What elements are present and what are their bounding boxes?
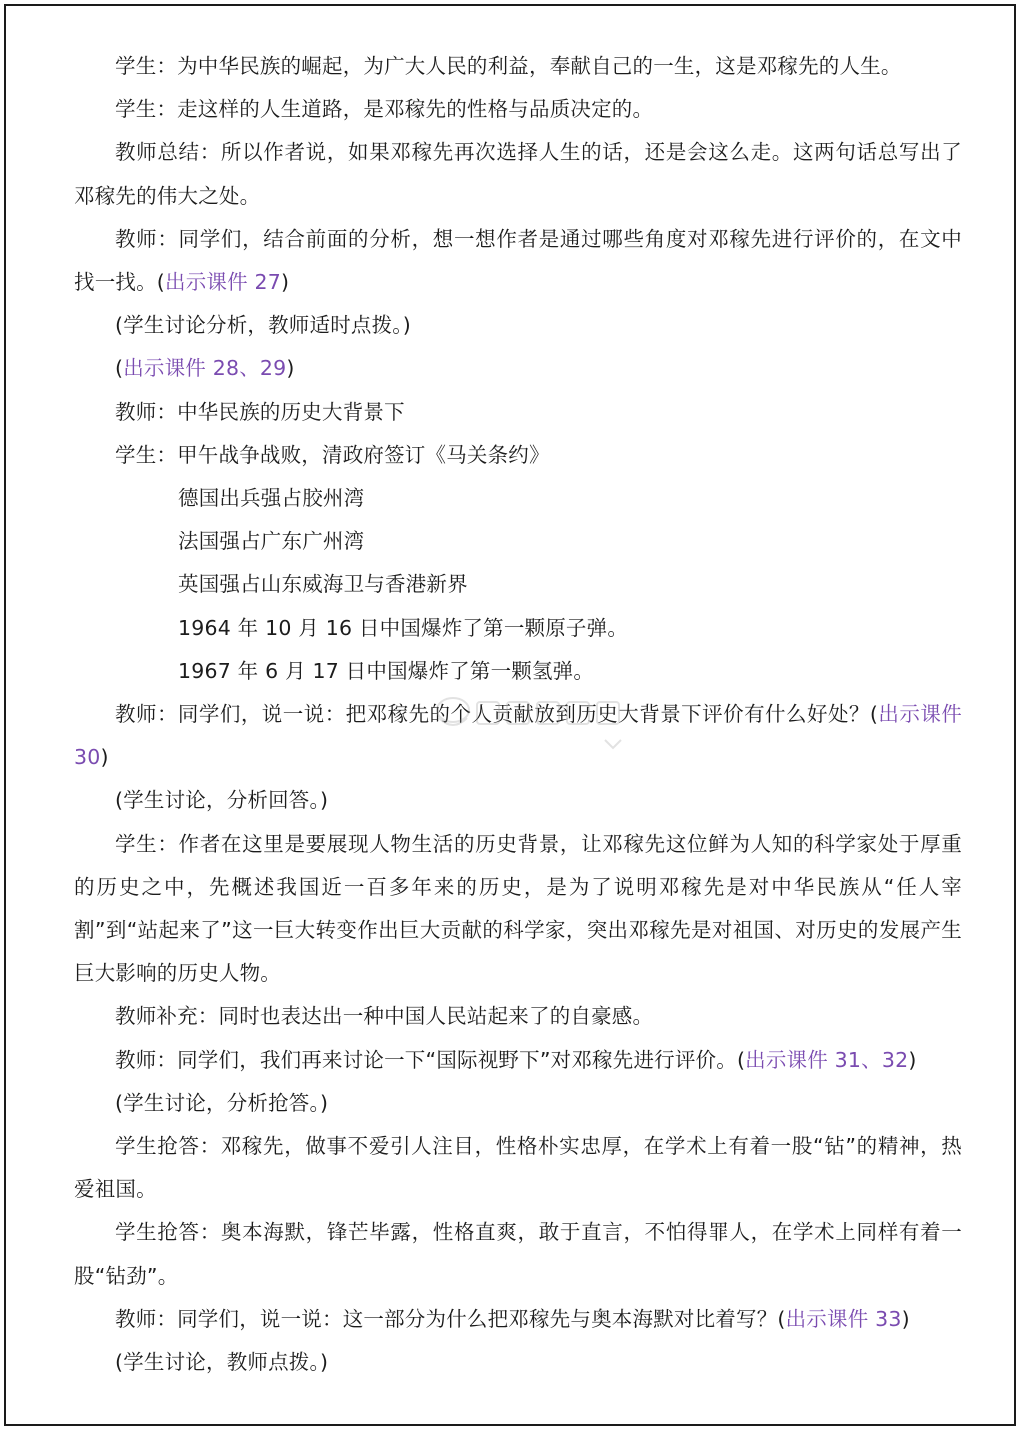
- paragraph: [74, 779, 962, 822]
- paragraph-text: ): [281, 270, 290, 295]
- paragraph-text: 教师：同学们，说一说：把邓稼先的个人贡献放到历史大背景下评价有什么好处？(: [115, 702, 879, 727]
- paragraph-text: 教师总结：所以作者说，如果邓稼先再次选择人生的话，还是会这么走。这两句话总写出了邓稼先的伟大之处。: [74, 140, 962, 208]
- paragraph-text: (学生讨论分析，教师适时点拨。): [115, 313, 411, 338]
- paragraph-text: 学生抢答：奥本海默，锋芒毕露，性格直爽，敢于直言，不怕得罪人，在学术上同样有着一股“钻劲”。: [74, 1220, 962, 1288]
- paragraph: [74, 650, 962, 693]
- paragraph: [74, 45, 962, 88]
- slide-reference: 出示课件 28、29: [123, 356, 287, 381]
- paragraph: [74, 477, 962, 520]
- paragraph-text: 学生抢答：邓稼先，做事不爱引人注目，性格朴实忠厚，在学术上有着一股“钻”的精神，热爱祖国。: [74, 1134, 962, 1202]
- paragraph-text: (学生讨论，分析抢答。): [115, 1090, 329, 1115]
- paragraph: [74, 1039, 962, 1082]
- paragraph-text: 法国强占广东广州湾: [178, 529, 365, 554]
- paragraph-text: 学生：作者在这里是要展现人物生活的历史背景，让邓稼先这位鲜为人知的科学家处于厚重的历史之中，先概述我国近一百多年来的历史，是为了说明邓稼先是对中华民族从“任人宰割”到“站起来了”这一巨大转变作出巨大贡献的科学家，突出邓稼先是对祖国、对历史的发展产生巨大影响的历史人物。: [74, 831, 962, 986]
- paragraph-text: 德国出兵强占胶州湾: [178, 486, 365, 511]
- paragraph: [74, 434, 962, 477]
- paragraph: [74, 131, 962, 217]
- paragraph-text: 学生：甲午战争战败，清政府签订《马关条约》: [115, 442, 550, 467]
- paragraph-text: 教师：同学们，说一说：这一部分为什么把邓稼先与奥本海默对比着写？(: [115, 1306, 786, 1331]
- paragraph-text: ): [901, 1306, 910, 1331]
- slide-reference: 出示课件 31、32: [745, 1047, 909, 1072]
- paragraph: [74, 1125, 962, 1211]
- slide-reference: 出示课件 30: [74, 702, 962, 770]
- paragraph-text: 英国强占山东威海卫与香港新界: [178, 572, 468, 597]
- paragraph-text: 教师补充：同时也表达出一种中国人民站起来了的自豪感。: [115, 1004, 654, 1029]
- paragraph-text: 学生：走这样的人生道路，是邓稼先的性格与品质决定的。: [115, 97, 654, 122]
- paragraph-text: 学生：为中华民族的崛起，为广大人民的利益，奉献自己的一生，这是邓稼先的人生。: [115, 54, 902, 78]
- paragraph: [74, 347, 962, 390]
- document-page: [4, 4, 1016, 1426]
- paragraph: [74, 1082, 962, 1125]
- paragraph-text: 1964 年 10 月 16 日中国爆炸了第一颗原子弹。: [178, 615, 629, 640]
- slide-reference: 出示课件 27: [165, 270, 282, 295]
- paragraph-text: 教师：同学们，结合前面的分析，想一想作者是通过哪些角度对邓稼先进行评价的，在文中找一找。(: [74, 226, 962, 295]
- paragraph: [74, 563, 962, 606]
- slide-reference: 出示课件 33: [785, 1306, 902, 1331]
- paragraph: [74, 304, 962, 347]
- paragraph-text: 教师：中华民族的历史大背景下: [115, 399, 405, 424]
- paragraph: [74, 995, 962, 1038]
- paragraph: [74, 693, 962, 779]
- paragraph: [74, 88, 962, 131]
- paragraph-text: (: [115, 356, 124, 381]
- paragraph-text: ): [100, 745, 109, 770]
- paragraph-text: ): [908, 1047, 917, 1072]
- paragraph-text: ): [286, 356, 295, 381]
- paragraph: [74, 391, 962, 434]
- paragraph: [74, 520, 962, 563]
- paragraph-text: 1967 年 6 月 17 日中国爆炸了第一颗氢弹。: [178, 658, 595, 683]
- paragraph: [74, 607, 962, 650]
- paragraph: [74, 218, 962, 304]
- paragraph: [74, 1341, 962, 1384]
- paragraph: [74, 1211, 962, 1297]
- paragraph-text: (学生讨论，教师点拨。): [115, 1350, 329, 1375]
- paragraph-text: 教师：同学们，我们再来讨论一下“国际视野下”对邓稼先进行评价。(: [115, 1047, 746, 1072]
- paragraph-text: (学生讨论，分析回答。): [115, 788, 329, 813]
- paragraph: [74, 1298, 962, 1341]
- paragraph: [74, 823, 962, 996]
- document-body: [74, 45, 962, 1384]
